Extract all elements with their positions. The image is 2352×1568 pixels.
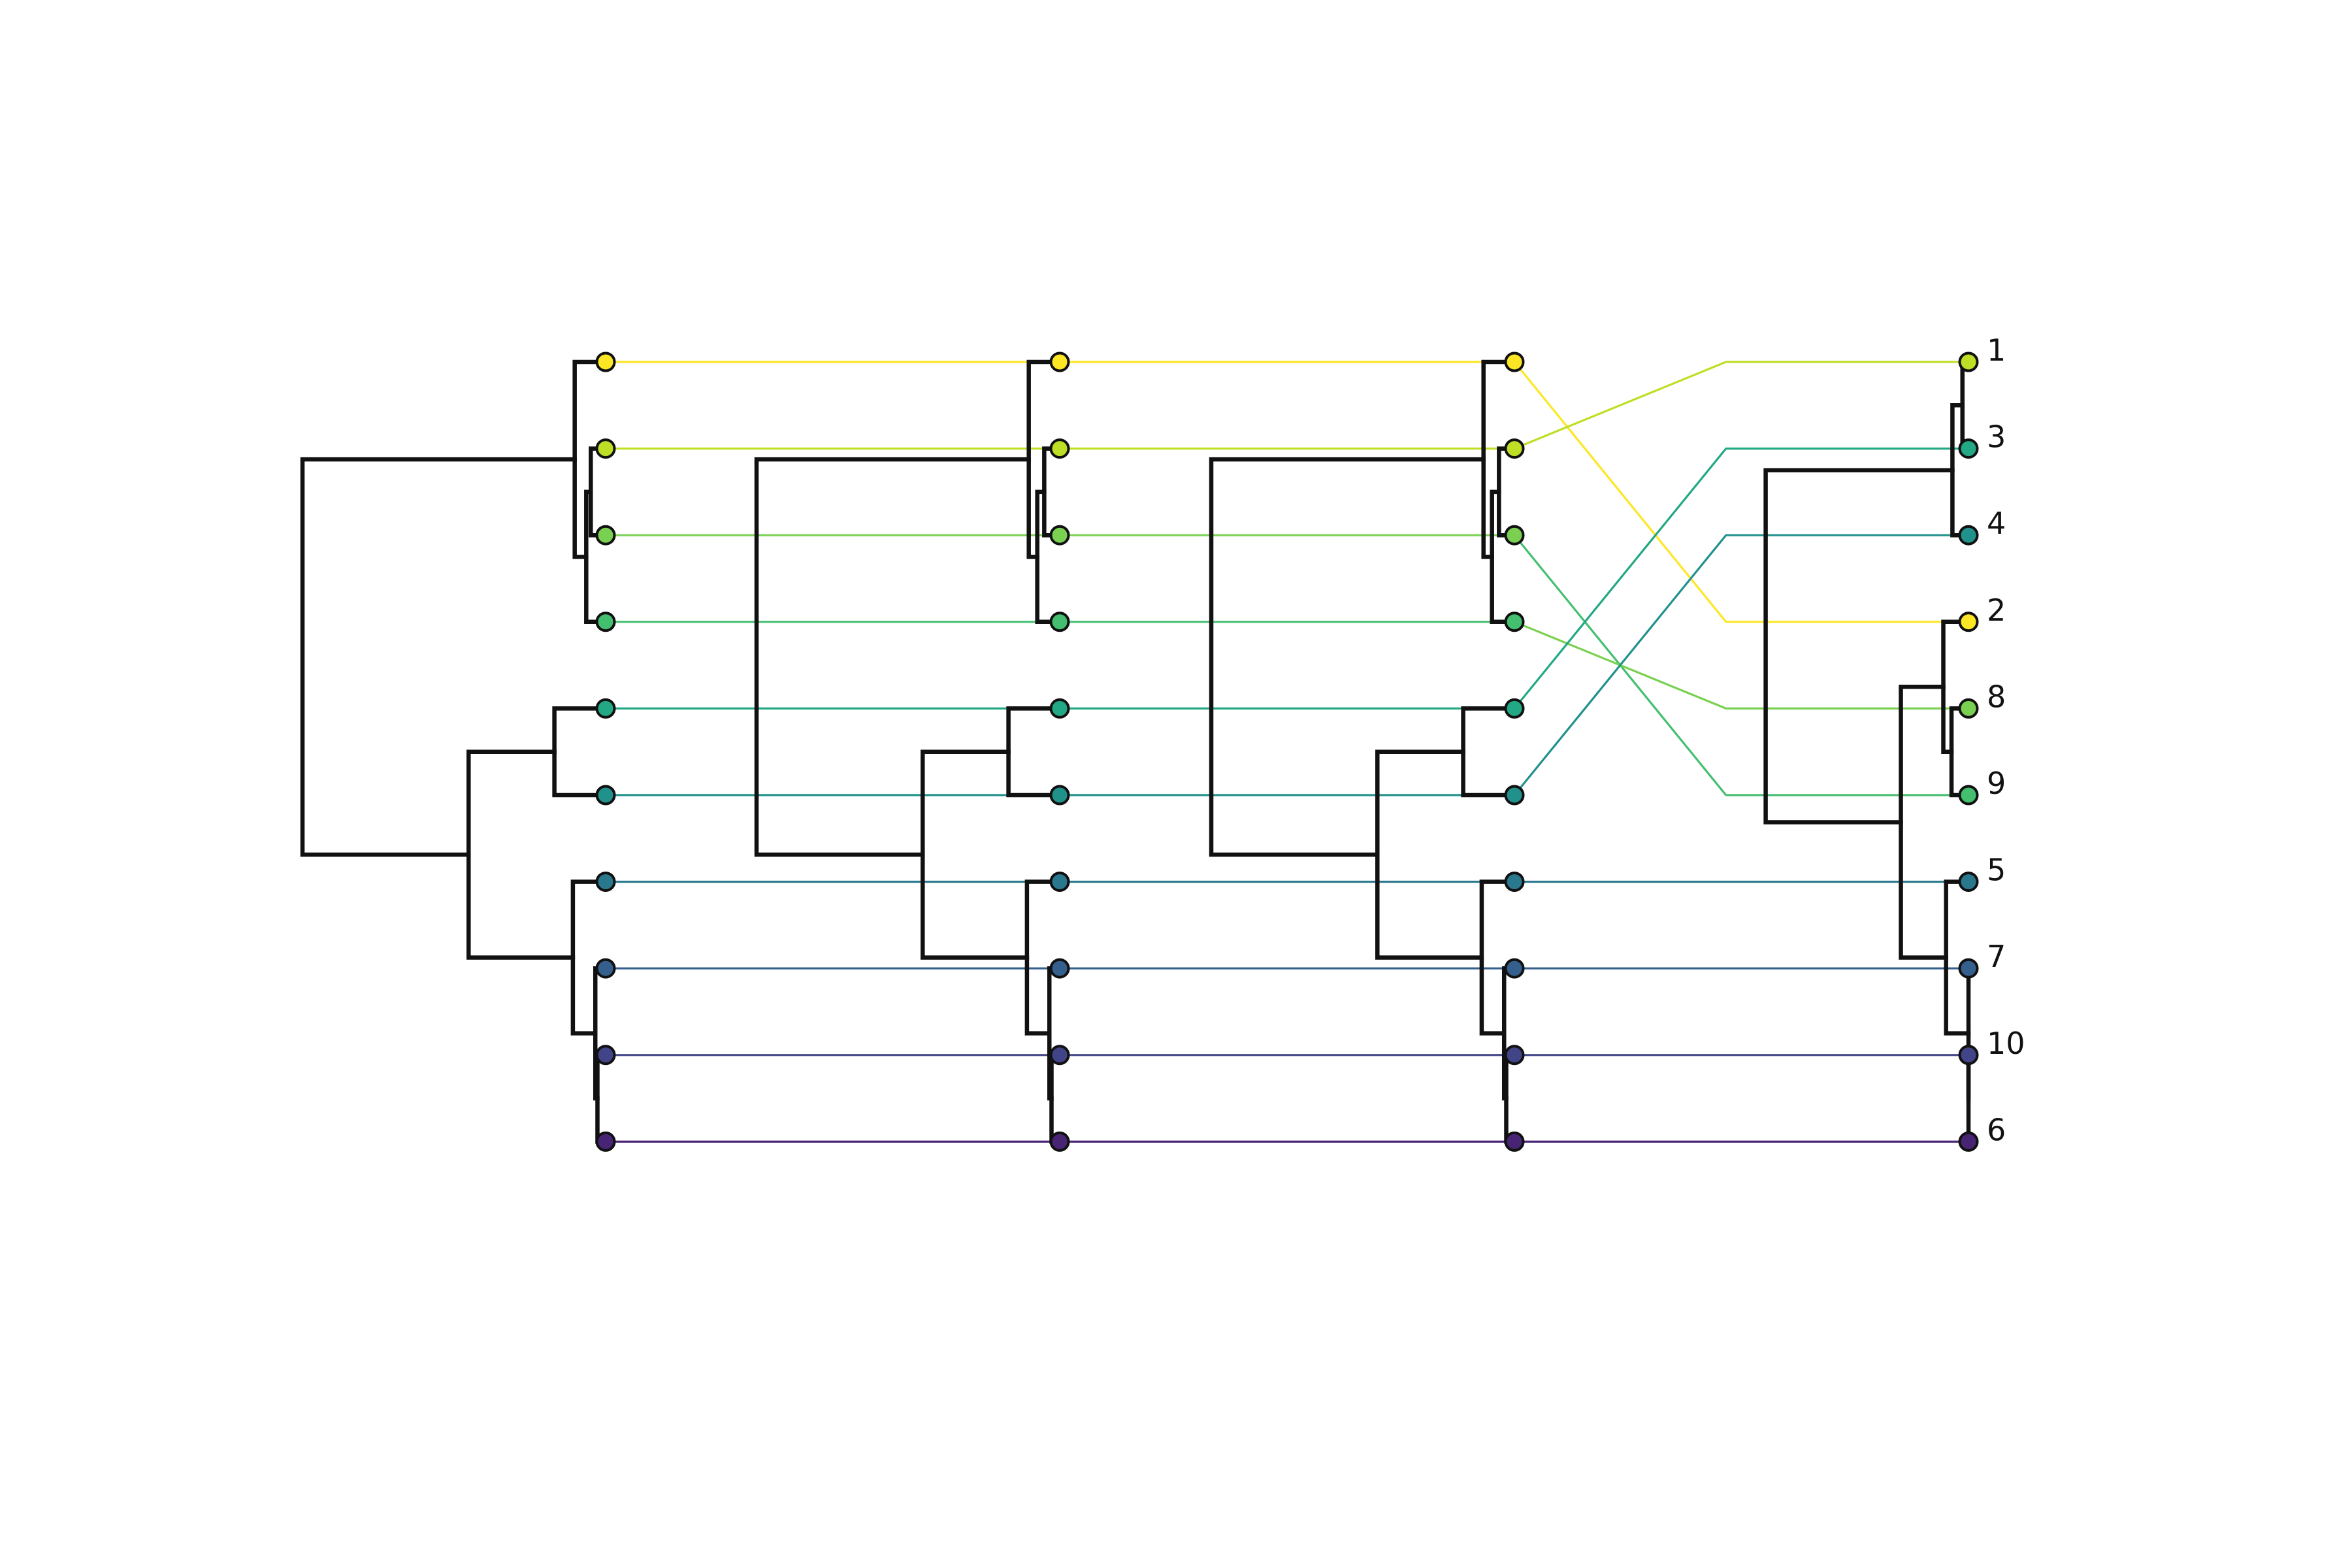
- leaf-label-2: 2: [1987, 592, 2006, 628]
- tree-2-leaf-t3: [1051, 527, 1069, 544]
- tree-4-leaf-t8: [1960, 960, 1978, 977]
- leaf-label-8: 8: [1987, 679, 2006, 715]
- tree-4-leaf-t2: [1960, 353, 1978, 371]
- tree-2-leaf-t1: [1051, 353, 1069, 371]
- tree-3-leaf-t7: [1506, 873, 1524, 890]
- tree-2-leaf-t7: [1051, 873, 1069, 890]
- tree-3-leaf-t6: [1506, 787, 1524, 804]
- tree-2-leaf-t2: [1051, 440, 1069, 457]
- tree-1-leaf-t6: [597, 787, 615, 804]
- leaf-label-9: 9: [1987, 766, 2006, 801]
- tree-1-leaf-t9: [597, 1046, 615, 1064]
- tree-2-leaf-t8: [1051, 960, 1069, 977]
- tree-3-leaf-t3: [1506, 527, 1524, 544]
- tree-4-leaf-t9: [1960, 1046, 1978, 1064]
- tree-4-leaf-t3: [1960, 787, 1978, 804]
- leaf-label-7: 7: [1987, 939, 2006, 975]
- tree-1-leaf-t10: [597, 1133, 615, 1151]
- tree-2-leaf-t5: [1051, 700, 1069, 717]
- tree-4-leaf-t7: [1960, 873, 1978, 890]
- tree-4-leaf-t5: [1960, 440, 1978, 457]
- tree-1-leaf-t8: [597, 960, 615, 977]
- tree-2-leaf-t4: [1051, 613, 1069, 630]
- tree-1-leaf-t2: [597, 440, 615, 457]
- tree-1-leaf-t5: [597, 700, 615, 717]
- leaf-label-5: 5: [1987, 852, 2006, 888]
- tree-2-leaf-t6: [1051, 787, 1069, 804]
- tree-1-leaf-t1: [597, 353, 615, 371]
- tree-3-leaf-t10: [1506, 1133, 1524, 1151]
- tree-4-leaf-t4: [1960, 700, 1978, 717]
- leaf-label-1: 1: [1987, 333, 2006, 368]
- tree-2-leaf-t9: [1051, 1046, 1069, 1064]
- tree-2-leaf-t10: [1051, 1133, 1069, 1151]
- tree-3-leaf-t2: [1506, 440, 1524, 457]
- tree-4-leaf-t10: [1960, 1133, 1978, 1151]
- leaf-label-6: 6: [1987, 1112, 2006, 1148]
- leaf-label-10: 10: [1987, 1025, 2025, 1061]
- tree-1-leaf-t4: [597, 613, 615, 630]
- tree-3-leaf-t4: [1506, 613, 1524, 630]
- tree-1-leaf-t3: [597, 527, 615, 544]
- tree-4-leaf-t6: [1960, 527, 1978, 544]
- tree-1-leaf-t7: [597, 873, 615, 890]
- tree-3-leaf-t9: [1506, 1046, 1524, 1064]
- tree-3-leaf-t1: [1506, 353, 1524, 371]
- leaf-label-4: 4: [1987, 506, 2006, 542]
- leaf-label-3: 3: [1987, 419, 2006, 455]
- tree-3-leaf-t8: [1506, 960, 1524, 977]
- tree-4-leaf-t1: [1960, 613, 1978, 630]
- tree-3-leaf-t5: [1506, 700, 1524, 717]
